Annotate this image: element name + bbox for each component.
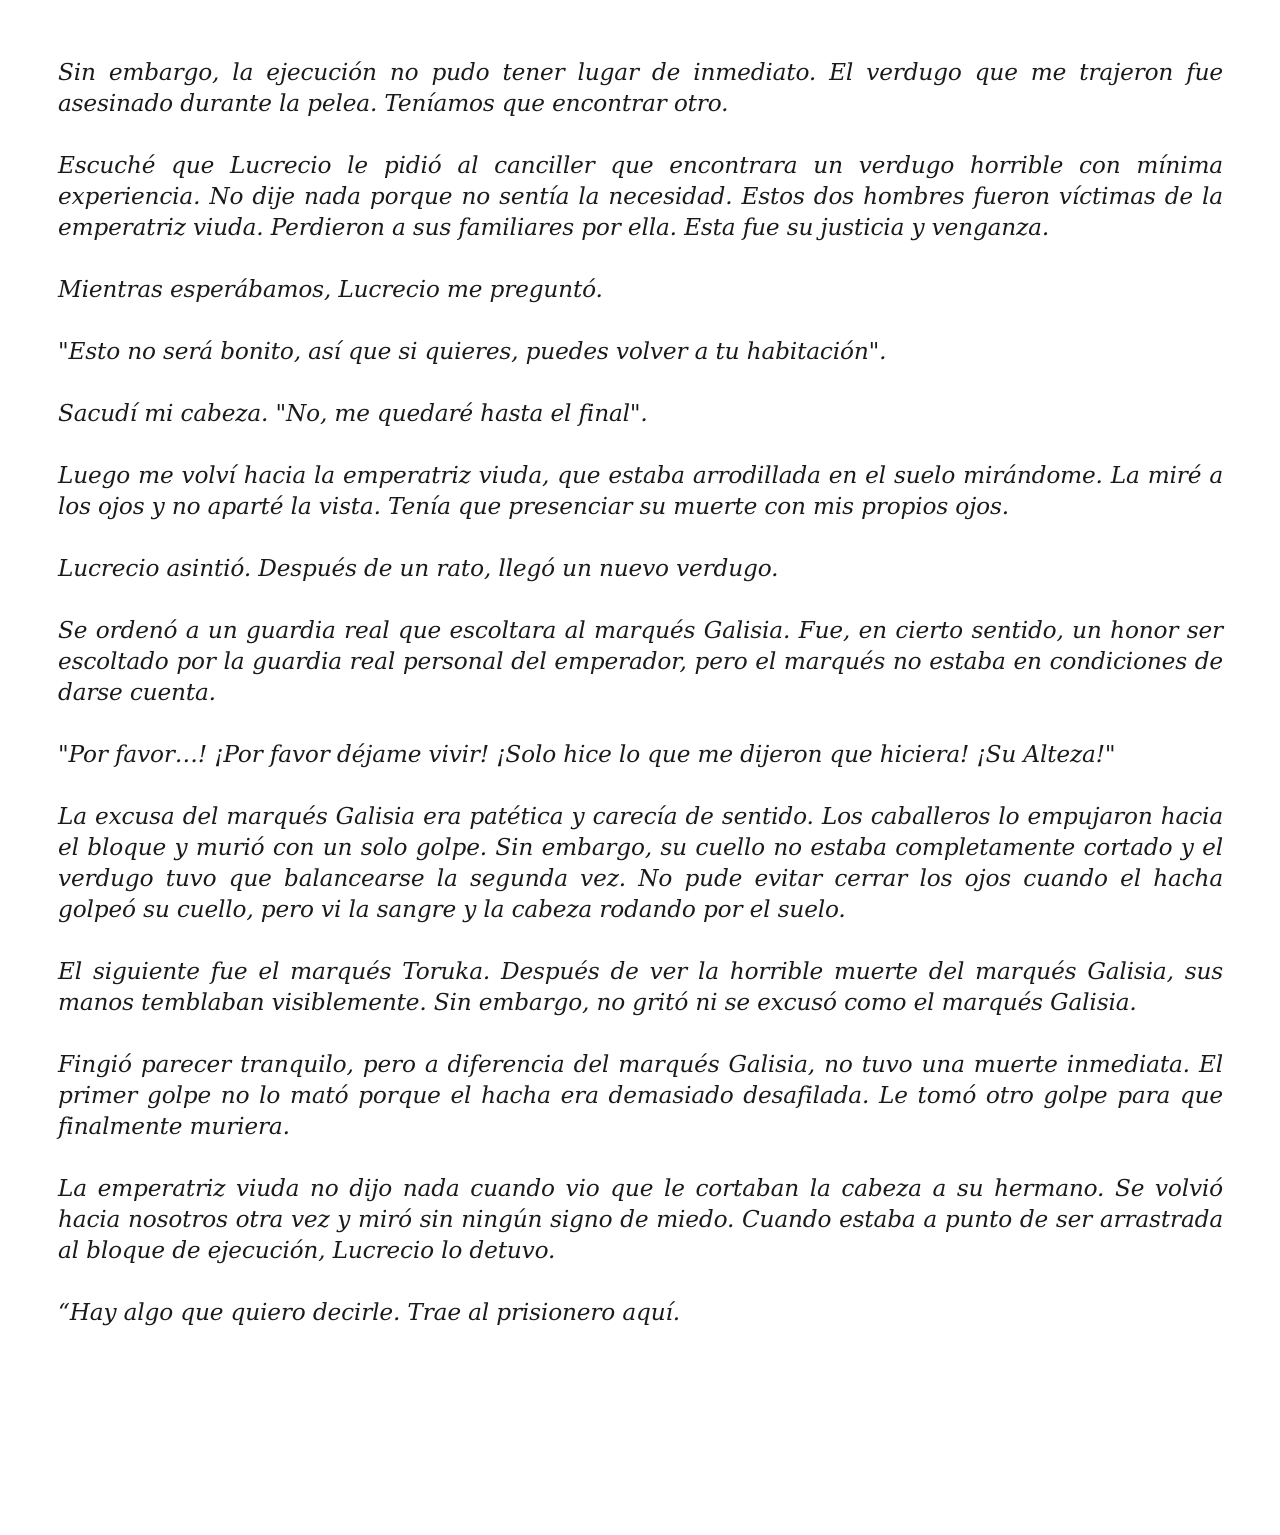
paragraph: Mientras esperábamos, Lucrecio me preguntó. bbox=[58, 276, 603, 303]
paragraph: La emperatriz viuda no dijo nada cuando vio que le cortaban la cabeza a su hermano. Se volvió hacia nosotros otra vez y miró sin ningún signo de miedo. Cuando estaba a punto de ser arrastrada al bloque de ejecución, Lucrecio lo detuvo. bbox=[58, 1175, 1223, 1264]
paragraph: Escuché que Lucrecio le pidió al canciller que encontrara un verdugo horrible con mínima experiencia. No dije nada porque no sentía la necesidad. Estos dos hombres fueron víctimas de la emperatriz viuda. Perdieron a sus familiares por ella. Esta fue su justicia y venganza. bbox=[58, 152, 1223, 241]
paragraph: Luego me volví hacia la emperatriz viuda, que estaba arrodillada en el suelo mirándome. La miré a los ojos y no aparté la vista. Tenía que presenciar su muerte con mis propios ojos. bbox=[58, 462, 1223, 520]
paragraph: El siguiente fue el marqués Toruka. Después de ver la horrible muerte del marqués Galisia, sus manos temblaban visiblemente. Sin embargo, no gritó ni se excusó como el marqués Galisia. bbox=[58, 958, 1223, 1016]
paragraph: La excusa del marqués Galisia era patética y carecía de sentido. Los caballeros lo empujaron hacia el bloque y murió con un solo golpe. Sin embargo, su cuello no estaba completamente cortado y el verdugo tuvo que balancearse la segunda vez. No pude evitar cerrar los ojos cuando el hacha golpeó su cuello, pero vi la sangre y la cabeza rodando por el suelo. bbox=[58, 803, 1223, 923]
paragraph: Fingió parecer tranquilo, pero a diferencia del marqués Galisia, no tuvo una muerte inmediata. El primer golpe no lo mató porque el hacha era demasiado desafilada. Le tomó otro golpe para que finalmente muriera. bbox=[58, 1051, 1223, 1140]
paragraph: Sacudí mi cabeza. "No, me quedaré hasta el final". bbox=[58, 400, 648, 427]
paragraph: "Esto no será bonito, así que si quieres, puedes volver a tu habitación". bbox=[58, 338, 887, 365]
paragraph: Lucrecio asintió. Después de un rato, llegó un nuevo verdugo. bbox=[58, 555, 779, 582]
paragraph: Se ordenó a un guardia real que escoltara al marqués Galisia. Fue, en cierto sentido, un honor ser escoltado por la guardia real personal del emperador, pero el marqués no estaba en condiciones de darse cuenta. bbox=[58, 617, 1223, 706]
paragraph: Sin embargo, la ejecución no pudo tener lugar de inmediato. El verdugo que me trajeron fue asesinado durante la pelea. Teníamos que encontrar otro. bbox=[58, 59, 1223, 117]
paragraph: “Hay algo que quiero decirle. Trae al prisionero aquí. bbox=[58, 1299, 680, 1326]
paragraph: "Por favor…! ¡Por favor déjame vivir! ¡Solo hice lo que me dijeron que hiciera! ¡Su Alteza!" bbox=[58, 741, 1116, 768]
